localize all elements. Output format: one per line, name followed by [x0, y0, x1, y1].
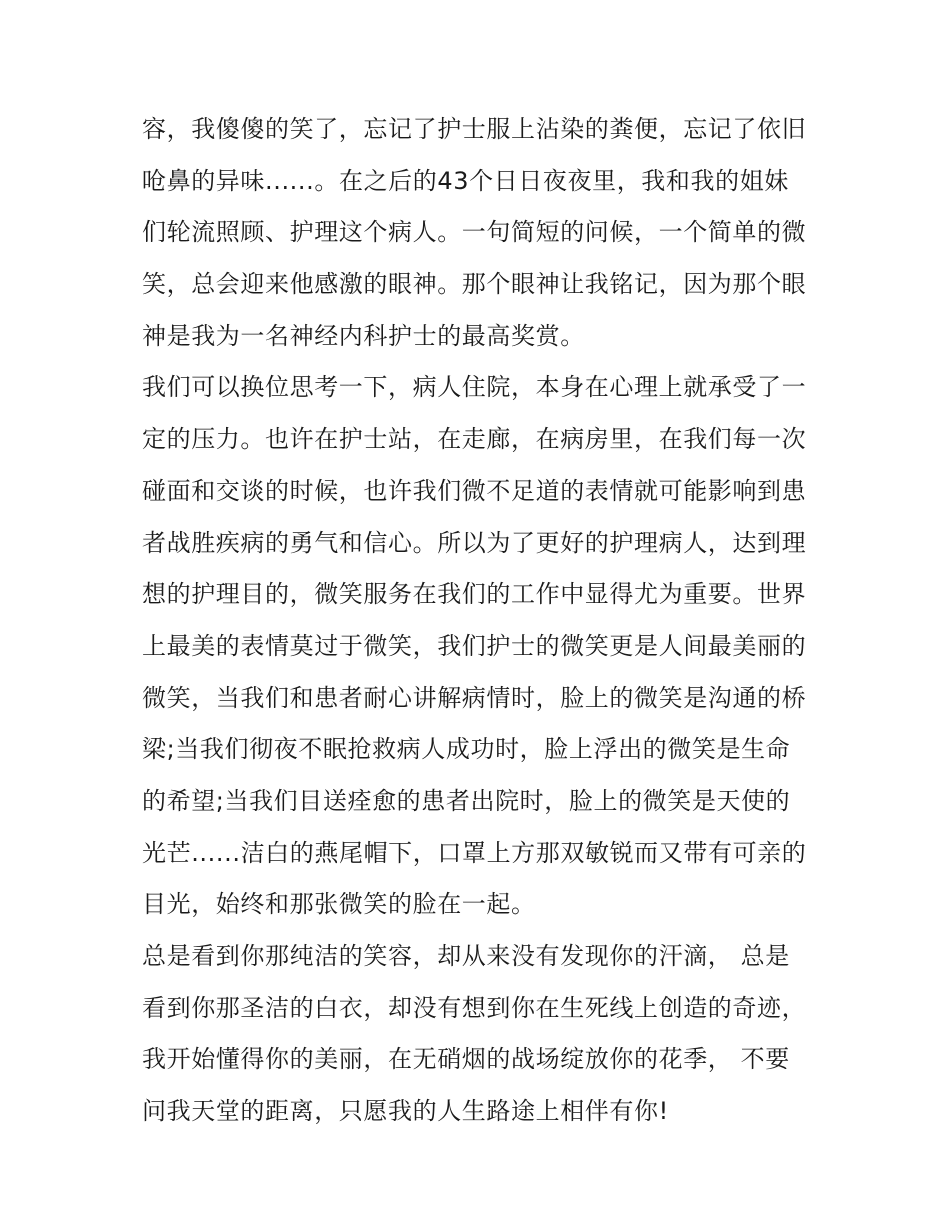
text-line: 们轮流照顾、护理这个病人。一句简短的问候，一个简单的微	[142, 218, 807, 247]
text-line: 的希望;当我们目送痊愈的患者出院时，脸上的微笑是天使的	[142, 786, 791, 815]
text-line: 我们可以换位思考一下，病人住院，本身在心理上就承受了一	[142, 373, 807, 402]
text-line: 问我天堂的距离，只愿我的人生路途上相伴有你!	[142, 1097, 669, 1126]
text-line: 总是看到你那纯洁的笑容，却从来没有发现你的汗滴， 总是	[142, 942, 790, 970]
text-line: 目光，始终和那张微笑的脸在一起。	[142, 890, 536, 919]
text-line: 看到你那圣洁的白衣，却没有想到你在生死线上创造的奇迹，	[142, 993, 807, 1022]
text-line: 笑，总会迎来他感激的眼神。那个眼神让我铭记，因为那个眼	[142, 270, 807, 299]
text-line: 我开始懂得你的美丽，在无硝烟的战场绽放你的花季， 不要	[142, 1045, 790, 1074]
text-line: 呛鼻的异味......。在之后的43个日日夜夜里，我和我的姐妹	[142, 166, 789, 195]
document-body	[142, 104, 822, 1138]
paragraph-2	[142, 362, 822, 931]
paragraph-1	[142, 104, 822, 362]
text-line: 容，我傻傻的笑了，忘记了护士服上沾染的粪便，忘记了依旧	[142, 115, 807, 143]
text-line: 神是我为一名神经内科护士的最高奖赏。	[142, 321, 585, 350]
text-line: 梁;当我们彻夜不眠抢救病人成功时，脸上浮出的微笑是生命	[142, 735, 791, 764]
text-line: 碰面和交谈的时候，也许我们微不足道的表情就可能影响到患	[142, 476, 807, 505]
text-line: 上最美的表情莫过于微笑，我们护士的微笑更是人间最美丽的	[142, 631, 807, 660]
paragraph-3	[142, 931, 822, 1138]
text-line: 想的护理目的，微笑服务在我们的工作中显得尤为重要。世界	[142, 580, 807, 609]
text-line: 定的压力。也许在护士站，在走廊，在病房里，在我们每一次	[142, 425, 807, 454]
text-line: 微笑，当我们和患者耐心讲解病情时，脸上的微笑是沟通的桥	[142, 683, 807, 712]
text-line: 者战胜疾病的勇气和信心。所以为了更好的护理病人，达到理	[142, 528, 807, 557]
text-line: 光芒......洁白的燕尾帽下，口罩上方那双敏锐而又带有可亲的	[142, 838, 807, 867]
